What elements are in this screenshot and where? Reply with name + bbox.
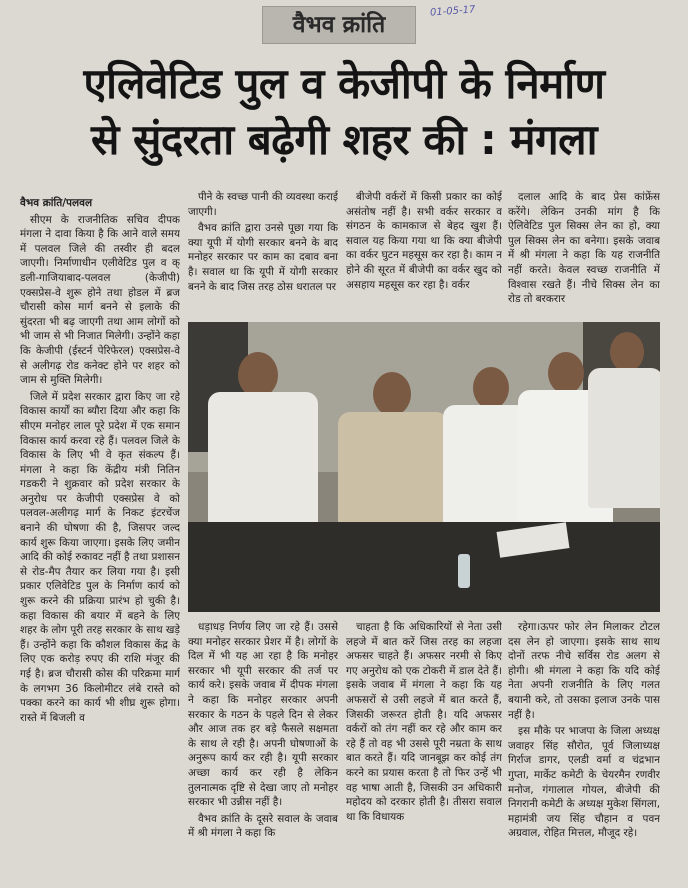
handwritten-date: 01-05-17 <box>429 4 476 19</box>
paragraph: धड़ाधड़ निर्णय लिए जा रहे हैं। उससे क्या मनोहर सरकार प्रेशर में है। लोगों के दिल में भी यह आ रहा है कि मनोहर सरकार भी यूपी सरकार की तर्ज पर कार्य करे। इसके जवाब में दीपक मंगला ने कहा कि मनोहर सरकार अपनी सरकार के गठन के पहले दिन से लेकर और आज तक हर बड़े फैसले सक्षमता के साथ ले रही है। अपनी घोषणाओं के अनुरूप कार्य कर रही है। यूपी सरकार अच्छा कार्य कर रही है लेकिन तुलनात्मक दृष्टि से देखा जाए तो मनोहर सरकार भी उन्नीस नहीं है। <box>188 621 338 809</box>
headline-line-2: से सुंदरता बढ़ेगी शहर की : मंगला <box>90 115 598 164</box>
paragraph: बीजेपी वर्करों में किसी प्रकार का कोई असंतोष नहीं है। सभी वर्कर सरकार व संगठन के कामकाज से बेहद खुश हैं। सवाल यह किया गया था कि क्या बीजेपी का वर्कर घुटन महसूस कर रहा है। काम न होने की सूरत में बीजेपी का वर्कर खुद को असहाय महसूस कर रहा है। वर्कर <box>346 191 502 291</box>
article-column-1 <box>20 196 180 880</box>
paragraph: सीएम के राजनीतिक सचिव दीपक मंगला ने दावा किया है कि आने वाले समय में पलवल जिले की तस्वीर ही बदल जाएगी। निर्माणाधीन एलीवेटिड पुल व क् डली-गाजियाबाद-पलवल (केजीपी) एक्सप्रेस-वे शुरू होने तथा होडल में ब्रज चौरासी कोस मार्ग बनने से इलाके की सुंदरता भी बढ़ जाएगी तथा आम लोगों को भी जाम से भी निजात मिलेगी। उन्होंने कहा कि केजीपी (ईस्टर्न पेरिफेरल) एक्सप्रेस-वे से अलीगढ़ रोड कनेक्ट होने पर शहर को जाम से मुक्ति मिलेगी। <box>20 213 180 387</box>
paragraph: दलाल आदि के बाद प्रेस कांफ्रेंस करेंगे। लेकिन उनकी मांग है कि ऐलिवेटिड पुल सिक्स लेन का हो, क्या पुल सिक्स लेन का बनेगा। इसके जवाब में श्री मंगला ने कहा कि यह राजनीति नहीं करते। केवल स्वच्छ राजनीति में विश्वास रखते हैं। नीचे सिक्स लेन का रोड तो बरकरार <box>508 191 660 306</box>
paragraph: पीने के स्वच्छ पानी की व्यवस्था कराई जाएगी। <box>188 191 338 218</box>
paragraph: रहेगा।ऊपर फोर लेन मिलाकर टोटल दस लेन हो जाएगा। इसके साथ साथ दोनों तरफ नीचे सर्विस रोड अलग से होगी। श्री मंगला ने कहा कि यदि कोई नेता अपनी राजनीति के लिए गलत बयानी करे, तो उसका इलाज उनके पास नहीं है। <box>508 621 660 721</box>
paragraph: जिले में प्रदेश सरकार द्वारा किए जा रहे विकास कार्यों का ब्यौरा दिया और कहा कि सीएम मनोहर लाल पूरे प्रदेश में एक समान विकास कार्य करवा रहे हैं। पलवल जिले के विकास के लिए भी वे कृत संकल्प हैं। मंगला ने कहा कि केंद्रीय मंत्री नितिन गडकरी ने शुक्रवार को प्रदेश सरकार के अनुरोध पर केजीपी एक्सप्रेस वे को पलवल-अलीगढ़ मार्ग के निकट इंटरचेंज बनाने की घोषणा की है, जिसपर जल्द कार्य शुरू किया जाएगा। इसके लिए जमीन आदि की कोई रुकावट नहीं है तथा प्रशासन से रोड-मैप तैयार कर लिया गया है। इसी प्रकार एलिवेटिड पुल के निर्माण कार्य को शुरू करने की प्रक्रिया प्रारंभ हो चुकी है। कहा विकास की बयार में बहने के लिए शहर के लोग पूरी तरह सरकार के साथ खड़े हैं। उन्होंने कहा कि कौशल विकास केंद्र के लिए एक करोड़ रुपए की राशि मंजूर की गई है। ब्रज चौरासी कोस की परिक्रमा मार्ग के लगभग 36 किलोमीटर लंबे रास्ते को पक्का करने का कार्य भी शीघ्र शुरू होगा। रास्ते में बिजली व <box>20 390 180 724</box>
newspaper-masthead: वैभव क्रांति <box>262 6 416 44</box>
photo-water-bottle <box>458 554 470 588</box>
article-headline <box>20 56 668 168</box>
article-column-4-top <box>508 190 660 320</box>
press-conference-photo <box>188 322 660 612</box>
byline: वैभव क्रांति/पलवल <box>20 197 93 209</box>
photo-table <box>188 522 660 612</box>
paragraph: इस मौके पर भाजपा के जिला अध्यक्ष जवाहर सिंह सौरोत, पूर्व जिलाध्यक्ष गिर्राज डागर, एलडी वर्मा व चंद्रभान गुप्ता, मार्केट कमेटी के चेयरमैन रणवीर मनोज, गंगालाल गोयल, बीजेपी की निगरानी कमेटी के अध्यक्ष मुकेश सिंगला, महामंत्री जय सिंह चौहान व पवन अग्रवाल, रोहित मित्तल, मौजूद रहे। <box>508 725 660 840</box>
headline-line-1: एलिवेटिड पुल व केजीपी के निर्माण <box>83 59 605 108</box>
paragraph: वैभव क्रांति द्वारा उनसे पूछा गया कि क्या यूपी में योगी सरकार बनने के बाद मनोहर सरकार पर काम का दबाव बना है। सवाल था कि यूपी में योगी सरकार बनने के बाद जिस तरह ठोस धरातल पर <box>188 222 338 293</box>
article-column-2-bottom <box>188 620 338 882</box>
article-column-2-top <box>188 190 338 330</box>
paragraph: चाहता है कि अधिकारियों से नेता उसी लहजे में बात करें जिस तरह का लहजा अफसर चाहते हैं। अफसर नरमी से किए गए अनुरोध को एक टोकरी में डाल देते हैं। इसके जवाब में मंगला ने कहा कि यह अफसरों से उसी लहजे में बात करते हैं, जिसकी जरूरत होती है। यदि अफसर वर्करों को तंग नहीं कर रहे और काम कर रहे हैं तो वह भी उससे पूरी नम्रता के साथ बात करते हैं। यदि जानबूझ कर कोई तंग करने का प्रयास करता है तो फिर उन्हें भी वह भाषा आती है, जिसकी उन अधिकारी महोदय को दरकार होती है। तीसरा सवाल था कि विधायक <box>346 621 502 823</box>
paragraph: वैभव क्रांति के दूसरे सवाल के जवाब में श्री मंगला ने कहा कि <box>188 812 338 840</box>
article-column-3-top <box>346 190 502 330</box>
article-column-3-bottom <box>346 620 502 882</box>
article-column-4-bottom <box>508 620 660 882</box>
